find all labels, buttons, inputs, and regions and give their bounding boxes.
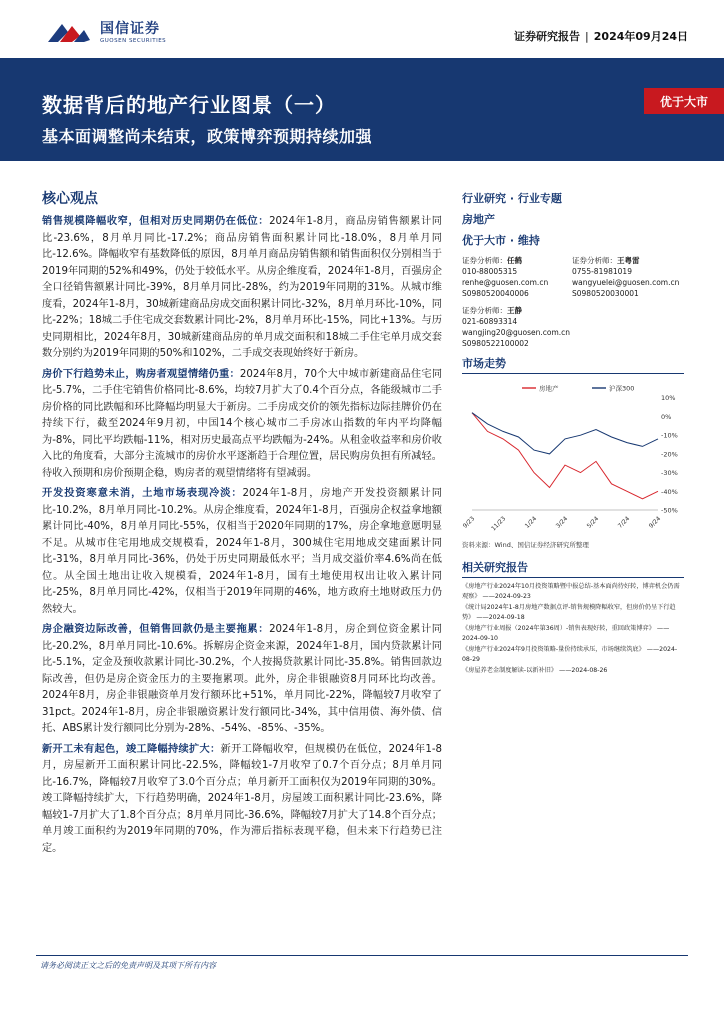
- rating-badge: 优于大市: [644, 88, 724, 114]
- analyst-role: 证券分析师：: [462, 306, 507, 315]
- logo-text-cn: 国信证券: [100, 21, 160, 37]
- guosen-logo-icon: [44, 18, 94, 48]
- top-header: [0, 0, 724, 58]
- paragraph-lead: 房价下行趋势未止，购房者观望情绪仍重：: [42, 368, 240, 380]
- report-title: 数据背后的地产行业图景（一）: [42, 93, 336, 117]
- logo-text-en: GUOSEN SECURITIES: [100, 38, 167, 44]
- core-views-heading: 核心观点: [42, 191, 98, 207]
- paragraph-body: 新开工降幅收窄，但规模仍在低位，2024年1-8月，房屋新开工面积累计同比-22.5%，降幅较1-7月收窄了0.7个百分点；8月单月同比-16.7%，降幅较7月收窄了3.0个百分点；单月新开工面积仅为2019年同期的30%。竣工降幅持续扩大，下行趋势明确，2024年1-8月，房屋竣工面积累计同比-23.6%，降幅较1-7月扩大了1.8个百分点；8月单月同比-36.6%，降幅较7月扩大了14.8个百分点；单月竣工面积约为2019年同期的70%，作为滞后指标表现平稳，但未来下行趋势已注定。: [42, 743, 442, 854]
- analyst-phone: 0755-81981019: [572, 267, 632, 276]
- paragraph-body: 2024年1-8月，房地产开发投资额累计同比-10.2%，8月单月同比-10.2%。从房企维度看，2024年1-8月，百强房企权益拿地额累计同比-40%，8月单月同比-55%，仅相当于2020年同期的17%，房企拿地意愿明显不足。从城市住宅用地成交规模看，2024年1-8月，300城住宅用地成交建面累计同比-31%，8月单月同比-36%，仍处于历史同期最低水平；当月成交溢价率4.6%尚在低位。从全国土地出让收入规模看，2024年1-8月，国有土地使用权出让收入累计同比-25%，8月单月同比-42%，仅相当于2019年同期的46%，地方政府土地财政压力仍然较大。: [42, 488, 442, 615]
- analyst-phone: 021-60893314: [462, 317, 518, 326]
- report-type: 证券研究报告: [514, 30, 581, 43]
- core-views: [42, 188, 442, 861]
- paragraph-body: 2024年1-8月，商品房销售额累计同比-23.6%，8月单月同比-17.2%；商品房销售面积累计同比-18.0%，8月单月同比-12.6%。降幅收窄有基数降低的原因，8月单月商品房销售额和销售面积仅分别相当于2019年同期的52%和49%，仍处于较低水平。从房企维度看，2024年1-8月，百强房企全口径销售额累计同比-39%，8月单月同比-28%，约为2019年同期的31%。从城市维度看，2024年1-8月，30城新建商品房成交面积累计同比-32%，8月单月环比-10%，同比-22%；18城二手住宅成交套数累计同比-2%，8月单月环比-15%，同比+13%。与历史同期相比，2024年8月，30城新建商品房的单月成交面积和18城二手住宅单月成交套数分别约为2019年同期的50%和102%，二手成交表现始终好于新房。: [42, 216, 442, 359]
- analyst-role: 证券分析师：: [572, 256, 617, 265]
- related-report-link[interactable]: 《房屋养老金制度解读-以新补旧》 ——2024-08-26: [462, 667, 608, 674]
- analyst-cert: S0980520040006: [462, 289, 529, 298]
- legend-label: 沪深300: [609, 384, 635, 393]
- analyst-cert: S0980520030001: [572, 289, 639, 298]
- analyst-email[interactable]: renhe@guosen.com.cn: [462, 278, 549, 287]
- related-report-link[interactable]: 《统计局2024年1-8月房地产数据点评-销售规模降幅收窄，但房价仍呈下行趋势》 ——2024-09-18: [462, 604, 676, 621]
- analyst-list: [462, 255, 694, 355]
- market-trend-chart: [462, 380, 684, 538]
- x-tick-label: 7/24: [616, 515, 632, 530]
- y-tick-label: -20%: [661, 450, 678, 459]
- industry-rating: 优于大市 · 维持: [462, 234, 540, 247]
- y-tick-label: -30%: [661, 469, 678, 478]
- guosen-logo: [44, 18, 166, 48]
- core-paragraph: [42, 742, 442, 858]
- y-tick-label: 10%: [661, 394, 676, 403]
- report-date: 2024年09月24日: [593, 30, 688, 43]
- core-paragraph: [42, 367, 442, 483]
- paragraph-body: 2024年8月，70个大中城市新建商品住宅同比-5.7%，二手住宅销售价格同比-8.6%，均较7月扩大了0.4个百分点，各能级城市二手房价格的同比跌幅和环比降幅均明显大于新房。二手房成交价的领先指标边际挂牌价仍在持续下行，截至2024年9月初，中国14个核心城市二手房冰山指数的年内平均降幅为-8%，同比平均跌幅-11%，相对历史最高点平均跌幅为-24%。从租金收益率和房价收入比的角度看，大部分主流城市的房价水平逐渐趋于合理位置，居民购房负担有所减轻。待收入预期和房价预期企稳，购房者的观望情绪将有望减弱。: [42, 368, 442, 479]
- x-tick-label: 1/24: [523, 515, 539, 530]
- paragraph-lead: 房企融资边际改善，但销售回款仍是主要拖累：: [42, 624, 270, 635]
- related-report-link[interactable]: 《房地产行业2024年10月投资策略暨中报总结-基本面尚待好转，博弈机会仍需观察》 ——2024-09-23: [462, 583, 680, 600]
- footer-divider: [36, 955, 688, 956]
- analyst-email[interactable]: wangjing20@guosen.com.cn: [462, 328, 571, 337]
- x-tick-label: 3/24: [554, 515, 570, 530]
- analyst-email[interactable]: wangyuelei@guosen.com.cn: [572, 278, 680, 287]
- y-tick-label: 0%: [661, 412, 672, 421]
- market-trend-heading: 市场走势: [462, 355, 684, 374]
- meta-separator: |: [585, 30, 589, 43]
- analyst-card: [462, 255, 572, 299]
- trend-chart-svg: [462, 380, 684, 538]
- core-paragraph: [42, 622, 442, 738]
- analyst-card: [572, 255, 682, 299]
- analyst-card: [462, 305, 572, 349]
- x-tick-label: 9/24: [647, 515, 663, 530]
- paragraph-body: 2024年1-8月，房企到位资金累计同比-20.2%，8月单月同比-10.6%。拆解房企资金来源，2024年1-8月，国内贷款累计同比-5.1%，定金及预收款累计同比-30.2%，个人按揭贷款累计同比-35.8%。销售回款边际改善，但仍是房企资金压力的主要拖累项。此外，房企非银融资8月同环比均改善。2024年8月，房企非银融资单月发行额环比+51%，单月同比-22%，降幅较7月收窄了31pct。2024年1-8月，房企非银融资累计发行额同比-34%，其中信用债、海外债、信托、ABS累计发行额同比分别为-28%、-54%、-85%、-35%。: [42, 624, 442, 734]
- y-tick-label: -10%: [661, 431, 678, 440]
- y-tick-label: -40%: [661, 487, 678, 496]
- analyst-role: 证券分析师：: [462, 256, 507, 265]
- legend-label: 房地产: [539, 384, 559, 393]
- analyst-cert: S0980522100002: [462, 339, 529, 348]
- sidebar: [462, 190, 694, 677]
- series-line-csi300: [472, 413, 658, 454]
- analyst-name: 王静: [507, 306, 522, 315]
- report-meta: [514, 28, 688, 44]
- related-report-link[interactable]: 《房地产行业周报（2024年第36周）-销售表现好转，重回政策博弈》 ——2024-09-10: [462, 625, 670, 642]
- x-tick-label: 9/23: [462, 515, 477, 530]
- paragraph-lead: 开发投资寒意未消，土地市场表现冷淡：: [42, 488, 243, 499]
- core-paragraph: [42, 486, 442, 618]
- report-subtitle: 基本面调整尚未结束，政策博弈预期持续加强: [42, 127, 373, 146]
- analyst-phone: 010-88005315: [462, 267, 518, 276]
- x-tick-label: 11/23: [490, 515, 508, 533]
- y-tick-label: -50%: [661, 506, 678, 515]
- analyst-name: 任鹤: [507, 256, 522, 265]
- industry-name: 房地产: [462, 213, 495, 226]
- series-line-real-estate: [472, 413, 658, 499]
- core-paragraph: [42, 214, 442, 363]
- x-tick-label: 5/24: [585, 515, 601, 530]
- related-report-link[interactable]: 《房地产行业2024年9月投资策略-量价持续承压，市场继续筑底》 ——2024-08-29: [462, 646, 678, 663]
- footer-disclaimer: 请务必阅读正文之后的免责声明及其项下所有内容: [40, 961, 216, 970]
- analyst-name: 王粤雷: [617, 256, 640, 265]
- report-category: 行业研究 · 行业专题: [462, 192, 562, 205]
- related-reports-heading: 相关研究报告: [462, 559, 684, 578]
- chart-source: 资料来源：Wind、国信证券经济研究所整理: [462, 541, 589, 549]
- paragraph-lead: 销售规模降幅收窄，但相对历史同期仍在低位：: [42, 216, 270, 227]
- paragraph-lead: 新开工未有起色，竣工降幅持续扩大：: [42, 743, 221, 755]
